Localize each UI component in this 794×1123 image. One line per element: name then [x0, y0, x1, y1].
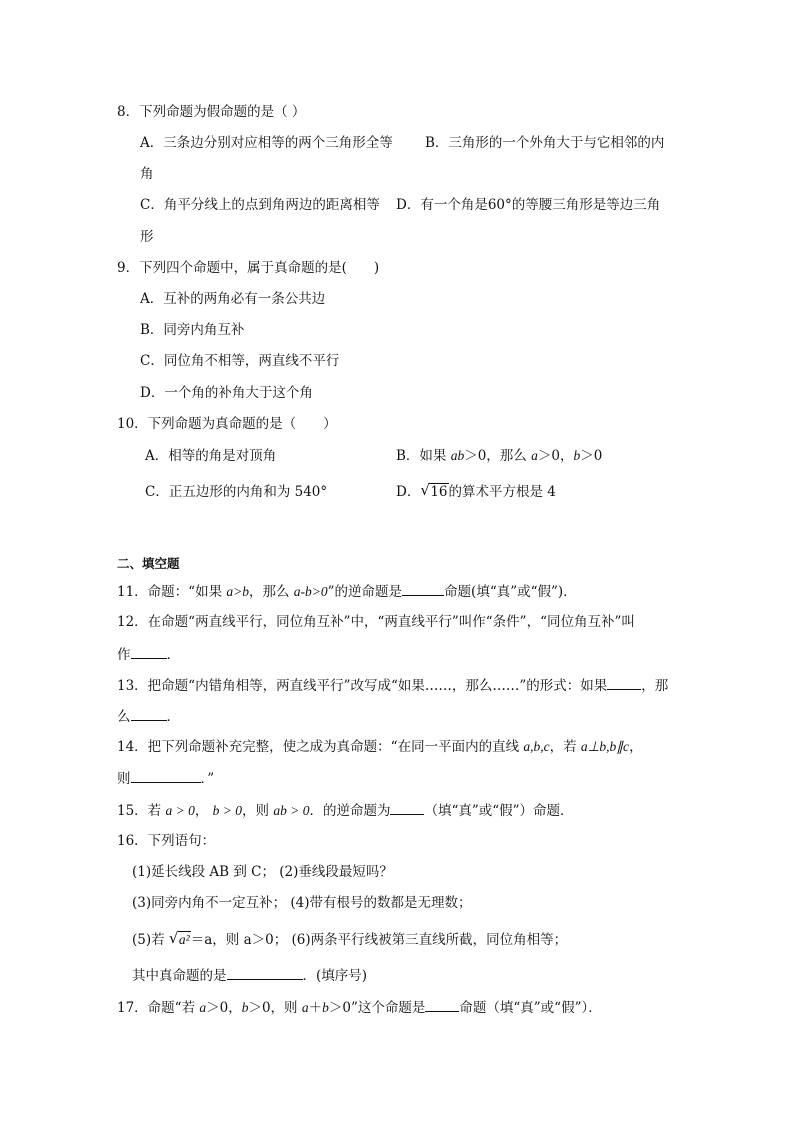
q14-line1: 14．把下列命题补充完整，使之成为真命题：“在同一平面内的直线 a,b,c，若 a⊥b,b∥c， — [117, 739, 643, 755]
q16-row4: 其中真命题的是 ．(填序号) — [132, 968, 368, 984]
section-heading-fill-blank: 二、填空题 — [117, 556, 180, 571]
answer-blank — [131, 645, 167, 659]
q10-option-b: B．如果 ab＞0，那么 a＞0，b＞0 — [396, 448, 603, 464]
q8-option-c: C．角平分线上的点到角两边的距离相等 — [140, 197, 380, 213]
q9-stem: 9．下列四个命题中，属于真命题的是( ) — [117, 260, 380, 276]
q16-row1: (1)延长线段 AB 到 C； (2)垂线段最短吗？ — [132, 864, 393, 880]
sqrt-symbol: √ a² — [168, 929, 190, 947]
answer-blank — [390, 801, 424, 815]
answer-blank — [402, 582, 444, 596]
answer-blank — [131, 707, 167, 721]
answer-blank — [131, 769, 201, 783]
q10-option-d: D． √ 16的算术平方根是 4 — [396, 481, 556, 500]
q8-stem: 8．下列命题为假命题的是（ ） — [117, 104, 306, 120]
answer-blank — [425, 998, 459, 1012]
q9-option-c: C．同位角不相等，两直线不平行 — [140, 353, 340, 369]
sqrt-symbol: √ 16 — [420, 481, 448, 500]
q16-stem: 16．下列语句： — [117, 833, 216, 849]
q14-line2: 则 ．” — [117, 771, 215, 787]
q17: 17．命题“若 a＞0，b＞0，则 a＋b＞0”这个命题是 命题（填“真”或“假”）． — [117, 1000, 602, 1016]
answer-blank — [607, 676, 641, 690]
q8-option-b-cont: 角 — [140, 166, 154, 182]
q16-row3: (5)若 √ a²＝a，则 a＞0； (6)两条平行线被第三直线所截，同位角相等； — [132, 929, 568, 948]
q8-option-d-cont: 形 — [140, 229, 154, 245]
q15: 15．若 a > 0， b > 0，则 ab > 0．的逆命题为 （填“真”或“假”）命题． — [117, 803, 574, 819]
q16-row2: (3)同旁内角不一定互补； (4)带有根号的数都是无理数； — [132, 895, 472, 911]
q8-option-d: D．有一个角是60°的等腰三角形是等边三角 — [396, 197, 661, 213]
q10-option-a: A．相等的角是对顶角 — [145, 448, 277, 464]
q12-line2: 作 ． — [117, 647, 180, 663]
q8-option-b: B．三角形的一个外角大于与它相邻的内 — [425, 135, 665, 151]
q9-option-b: B．同旁内角互补 — [140, 322, 245, 338]
q9-option-a: A．互补的两角必有一条公共边 — [140, 291, 326, 307]
q10-stem: 10．下列命题为真命题的是（ ） — [117, 416, 337, 432]
q9-option-d: D．一个角的补角大于这个角 — [140, 385, 313, 401]
q12-line1: 12．在命题“两直线平行，同位角互补”中，“两直线平行”叫作“条件”，“同位角互补”叫 — [117, 614, 635, 630]
q10-option-c: C．正五边形的内角和为 540° — [145, 484, 328, 500]
answer-blank — [227, 966, 303, 980]
q13-line1: 13．把命题“内错角相等，两直线平行”改写成“如果……，那么……”的形式：如果 ，那 — [117, 678, 669, 694]
q11: 11．命题：“如果 a>b，那么 a-b>0”的逆命题是 命题(填“真”或“假”)． — [117, 584, 577, 600]
q8-option-a: A．三条边分别对应相等的两个三角形全等 — [140, 135, 393, 151]
q13-line2: 么 ． — [117, 709, 180, 725]
